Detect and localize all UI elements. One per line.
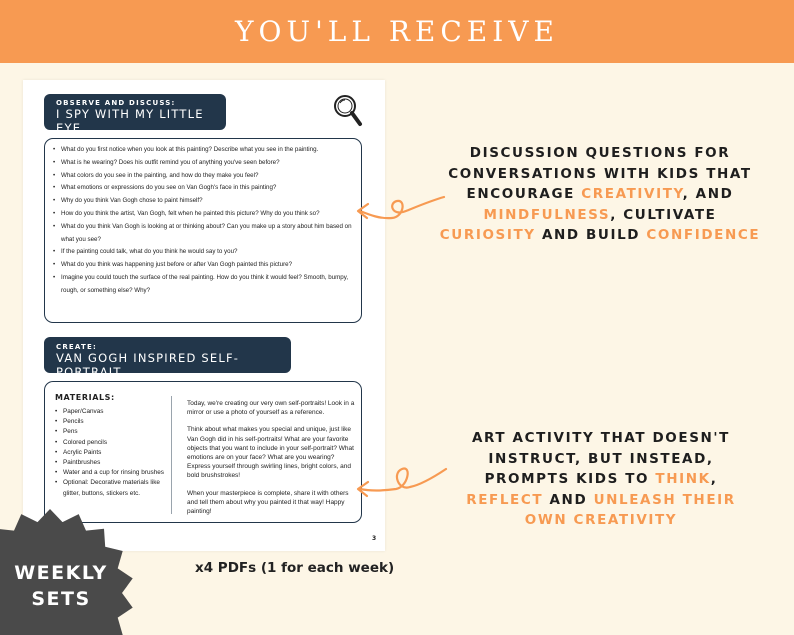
material-item: • Colored pencils [55, 438, 167, 448]
section-kicker: CREATE: [56, 343, 97, 351]
materials-list [55, 407, 167, 499]
question-item: • What emotions or expressions do you see on Van Gogh's face in this painting? [53, 182, 355, 195]
material-item: • Acrylic Paints [55, 448, 167, 458]
page-number: 3 [372, 535, 377, 542]
material-item: • Paper/Canvas [55, 407, 167, 417]
highlight-think: THINK [655, 471, 711, 487]
desc-text: , AND [682, 186, 734, 202]
section-title: I SPY WITH MY LITTLE EYE [56, 107, 204, 135]
badge-label [0, 560, 122, 612]
banner-title: YOU'LL RECEIVE [235, 15, 559, 48]
material-item: • Water and a cup for rinsing brushes [55, 468, 167, 478]
highlight-confidence: CONFIDENCE [646, 227, 761, 243]
desc-line [436, 490, 766, 511]
material-item: • Paintbrushes [55, 458, 167, 468]
desc-text: , [710, 471, 718, 487]
curly-arrow-icon [350, 455, 450, 505]
desc-text: , CULTIVATE [610, 206, 717, 223]
curly-arrow-icon [352, 185, 447, 235]
section-kicker: OBSERVE AND DISCUSS: [56, 99, 176, 107]
discussion-questions-box [44, 138, 362, 323]
instruction-paragraph: When your masterpiece is complete, share it with others and tell them about why you painted it that way! Happy painting! [187, 489, 349, 516]
question-item: • What do you think was happening just before or after Van Gogh painted this picture? [53, 259, 355, 272]
question-item: • What do you first notice when you look at this painting? Describe what you see in the painting. [53, 144, 355, 157]
activity-instructions [187, 399, 355, 524]
question-item: • What do you think Van Gogh is looking at or thinking about? Can you make up a story about him based on what you see? [53, 221, 355, 247]
question-item: • How do you think the artist, Van Gogh, felt when he painted this picture? Why do you think so? [53, 208, 355, 221]
highlight-reflect: REFLECT [466, 491, 544, 508]
badge-line: SETS [31, 588, 91, 610]
badge-line: WEEKLY [14, 562, 108, 584]
worksheet-preview [23, 80, 385, 551]
art-activity-box [44, 381, 362, 523]
question-item: • Why do you think Van Gogh chose to paint himself? [53, 195, 355, 208]
discussion-description [430, 143, 770, 246]
question-item: • What colors do you see in the painting, and how do they make you feel? [53, 170, 355, 183]
question-item: • If the painting could talk, what do you think he would say to you? [53, 246, 355, 259]
section-header-create [44, 337, 291, 379]
desc-text: PROMPTS KIDS TO [484, 471, 656, 487]
desc-line [430, 184, 770, 205]
question-item: • Imagine you could touch the surface of the real painting. How do you think it would feel? Smooth, bumpy, rough, or something else? Why? [53, 272, 355, 298]
materials-heading: MATERIALS: [55, 393, 115, 402]
instruction-paragraph: Today, we're creating our very own self-portraits! Look in a mirror or use a photo of yourself as a reference. [187, 400, 355, 417]
desc-line: ART ACTIVITY THAT DOESN'T [472, 430, 730, 446]
header-banner [0, 0, 794, 63]
pdf-count-note: x4 PDFs (1 for each week) [195, 560, 395, 576]
section-title: VAN GOGH INSPIRED SELF-PORTRAIT [56, 351, 240, 379]
instruction-paragraph: Think about what makes you special and unique, just like Van Gogh did in his self-portraits! What are your favorite objects that you want to include in your self-portrait? What emotions are on your face? What are you wearing? Express yourself through swirling lines, bright colors, and bold brushstrokes! [187, 426, 354, 480]
magnifying-glass-icon [331, 92, 365, 132]
art-activity-description [436, 428, 766, 531]
desc-line: INSTRUCT, BUT INSTEAD, [488, 450, 714, 467]
highlight-own-creativity: OWN CREATIVITY [524, 512, 678, 528]
highlight-creativity: CREATIVITY [581, 186, 683, 202]
desc-line [436, 469, 766, 490]
highlight-unleash: UNLEASH THEIR [593, 491, 736, 508]
desc-line [430, 205, 770, 226]
highlight-curiosity: CURIOSITY [439, 227, 536, 243]
desc-text: AND [543, 491, 594, 508]
desc-line: CONVERSATIONS WITH KIDS THAT [448, 165, 752, 182]
material-item: • Optional: Decorative materials like glitter, buttons, stickers etc. [55, 478, 167, 498]
desc-text: AND BUILD [535, 227, 647, 243]
question-list [53, 144, 355, 298]
desc-line [430, 225, 770, 246]
column-divider [171, 396, 172, 514]
desc-line: DISCUSSION QUESTIONS FOR [469, 145, 731, 161]
material-item: • Pencils [55, 417, 167, 427]
material-item: • Pens [55, 427, 167, 437]
desc-text: ENCOURAGE [466, 186, 582, 202]
question-item: • What is he wearing? Does his outfit remind you of anything you've seen before? [53, 157, 355, 170]
highlight-mindfulness: MINDFULNESS [483, 206, 611, 223]
section-header-observe [44, 94, 226, 135]
